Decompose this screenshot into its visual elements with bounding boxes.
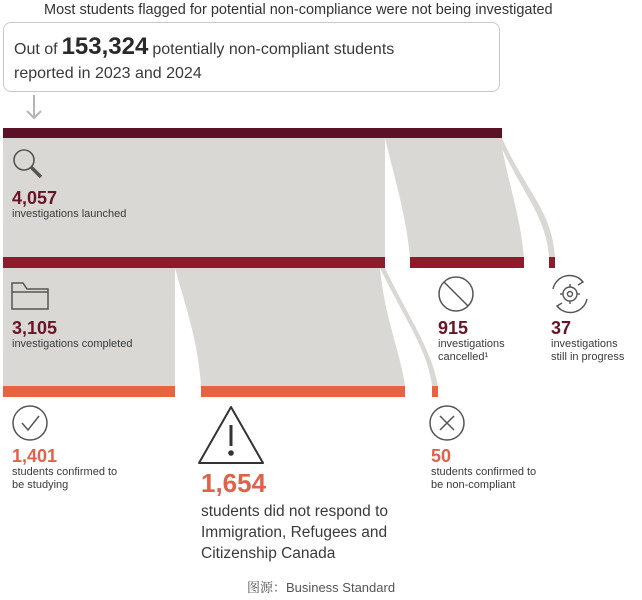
non-compliant-value: 50 [431, 446, 452, 466]
no-response-value: 1,654 [201, 468, 267, 498]
bar-cancelled [410, 257, 524, 268]
bar-in-progress [549, 257, 555, 268]
flow-to-no-response [175, 268, 405, 386]
completed-label: investigations completed [12, 338, 133, 350]
down-arrow-icon [27, 95, 41, 118]
bar-no-response [201, 386, 405, 397]
bar-completed [3, 257, 385, 268]
bar-studying [3, 386, 175, 397]
chart-title: Most students flagged for potential non-compliance were not being investigated [44, 2, 553, 18]
gear-icon [553, 276, 587, 313]
launched-value: 4,057 [12, 188, 58, 208]
x-icon [430, 406, 464, 440]
no-response-label: students did not respond to Immigration, Refugees and Citizenship Canada [201, 503, 388, 562]
in-progress-label: investigations still in progress [551, 338, 625, 363]
no-entry-icon [439, 277, 473, 311]
studying-label: students confirmed to be studying [12, 466, 118, 491]
completed-value: 3,105 [12, 318, 58, 338]
bar-non-compliant [432, 386, 438, 397]
non-compliant-label: students confirmed to be non-compliant [431, 466, 537, 491]
launched-label: investigations launched [12, 208, 127, 220]
flow-to-completed [3, 138, 385, 257]
callout-line2: reported in 2023 and 2024 [14, 65, 202, 82]
flow-to-cancelled [385, 138, 524, 257]
cancelled-label: investigations cancelled¹ [438, 338, 505, 363]
total-value: 153,324 [61, 33, 149, 60]
bar-launched [3, 128, 502, 138]
warning-icon [199, 407, 263, 463]
in-progress-value: 37 [551, 318, 572, 338]
studying-value: 1,401 [12, 446, 58, 466]
source-credit: 图源：Business Standard [246, 580, 396, 595]
checkmark-icon [13, 406, 47, 440]
cancelled-value: 915 [438, 318, 469, 338]
callout-suffix: potentially non-compliant students [152, 41, 395, 58]
callout-prefix: Out of [14, 41, 58, 58]
